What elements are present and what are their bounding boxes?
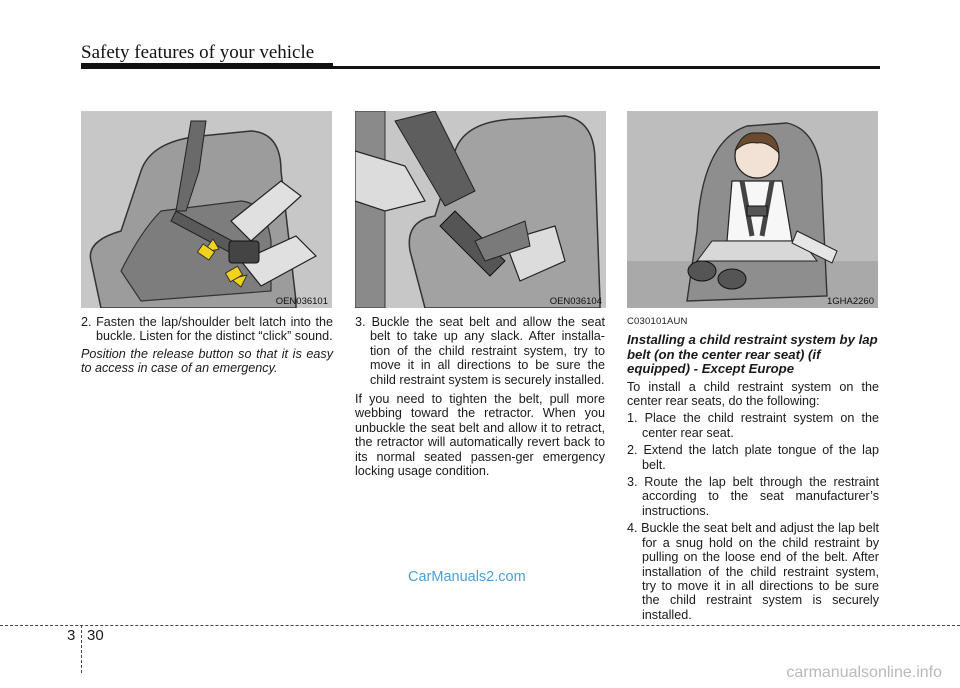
page-header-title: Safety features of your vehicle [81, 42, 315, 63]
page-number: 30 [87, 627, 104, 644]
figure-buckle-latch [81, 111, 332, 308]
figure-code: OEN036104 [549, 296, 602, 307]
step-3: 3. Buckle the seat belt and allow the seat belt to take up any slack. After installa-tion of the child restraint system, try to move it in all directions to be sure the child restraint system is securely installed. [355, 315, 605, 387]
footer-rule [0, 625, 960, 626]
step-2: 2. Fasten the lap/shoulder belt latch into the buckle. Listen for the distinct “click” sound. [81, 315, 333, 344]
seat-illustration [355, 111, 606, 308]
install-step-3: 3. Route the lap belt through the restraint according to the seat manufacturer’s instructions. [627, 475, 879, 518]
install-step-4: 4. Buckle the seat belt and adjust the lap belt for a snug hold on the child restraint by pulling on the loose end of the belt. After installation of the child restraint system, try to move it in all directions to be sure the child restraint system is securely installed. [627, 521, 879, 622]
figure-tighten-belt [355, 111, 606, 308]
note-release-button: Position the release button so that it is easy to access in case of an emergency. [81, 346, 333, 376]
install-step-1: 1. Place the child restraint system on the center rear seat. [627, 411, 879, 440]
column-1 [81, 315, 333, 376]
section-code: C030101AUN [627, 316, 688, 327]
seat-illustration [627, 111, 878, 308]
column-2 [355, 315, 605, 478]
retractor-paragraph: If you need to tighten the belt, pull more webbing toward the retractor. When you unbuckle the seat belt and allow it to retract, the retractor will automatically revert back to its normal seated passen-ger emergency locking usage condition. [355, 392, 605, 479]
section-heading: Installing a child restraint system by lap belt (on the center rear seat) (if equipped) - Except Europe [627, 332, 878, 377]
figure-child-restraint [627, 111, 878, 308]
seat-illustration [81, 111, 332, 308]
header-rule [81, 66, 880, 69]
figure-code: OEN036101 [275, 296, 328, 307]
footer-site-watermark: carmanualsonline.info [786, 664, 942, 681]
intro-text: To install a child restraint system on the center rear seats, do the following: [627, 379, 879, 409]
install-step-2: 2. Extend the latch plate tongue of the lap belt. [627, 443, 879, 472]
column-3 [627, 315, 879, 622]
watermark-link[interactable]: CarManuals2.com [408, 569, 526, 585]
chapter-number: 3 [67, 627, 76, 644]
footer-divider [81, 625, 82, 673]
figure-code: 1GHA2260 [826, 296, 874, 307]
